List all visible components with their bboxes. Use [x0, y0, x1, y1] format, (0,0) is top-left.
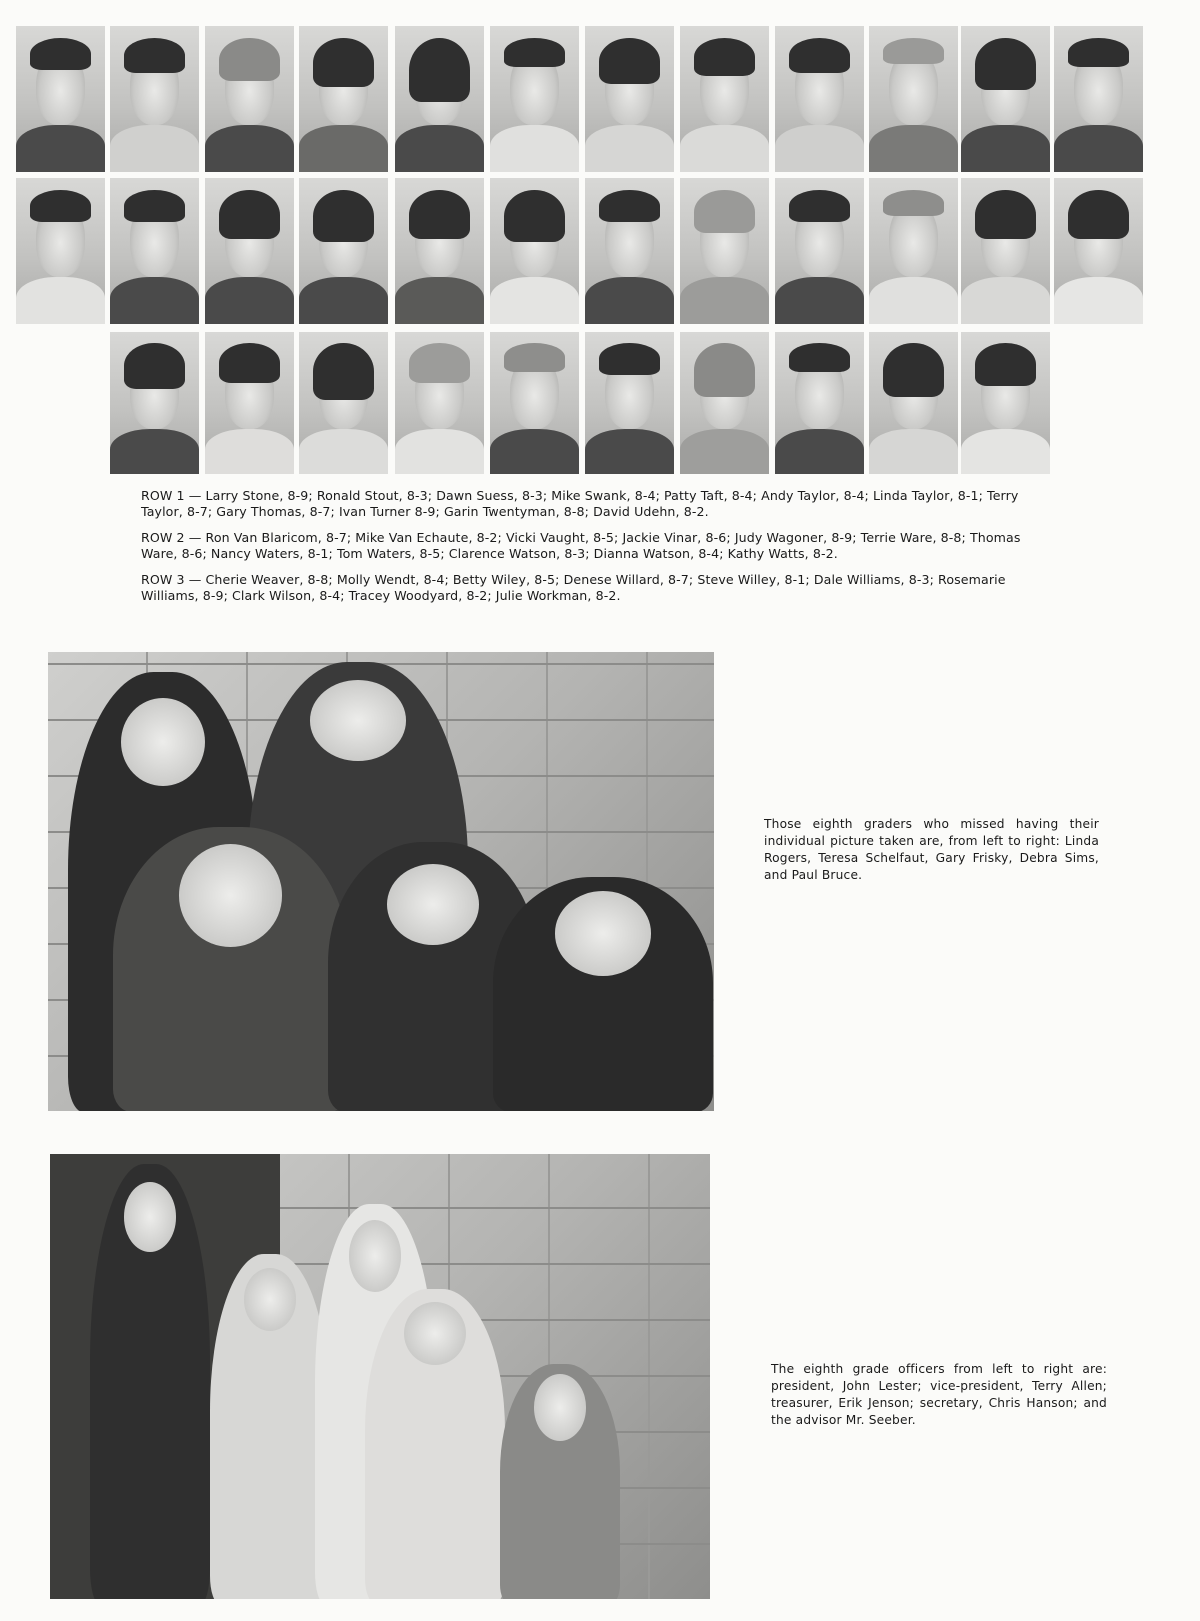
portrait-photo — [110, 26, 199, 172]
portrait-photo — [395, 332, 484, 474]
portrait-photo — [299, 332, 388, 474]
missed-students-photo — [48, 652, 714, 1111]
portrait-photo — [869, 332, 958, 474]
portrait-photo — [205, 332, 294, 474]
portrait-photo — [961, 332, 1050, 474]
missed-students-caption: Those eighth graders who missed having their individual picture taken are, from left to right: Linda Rogers, Teresa Schelfaut, Gary Frisky, Debra Sims, and Paul Bruce. — [764, 817, 1099, 882]
portrait-photo — [110, 178, 199, 324]
student-figure — [113, 827, 348, 1111]
roster-row-3: ROW 3 — Cherie Weaver, 8-8; Molly Wendt, 8-4; Betty Wiley, 8-5; Denese Willard, 8-7; Steve Willey, 8-1; Dale Williams, 8-3; Rosemarie Williams, 8-9; Clark Wilson, 8-4; Tracey Woodyard, 8-2; Julie Workman, 8-2. — [141, 572, 1006, 603]
student-figure — [493, 877, 713, 1111]
officers-photo — [50, 1154, 710, 1599]
roster-row-1: ROW 1 — Larry Stone, 8-9; Ronald Stout, 8-3; Dawn Suess, 8-3; Mike Swank, 8-4; Patty Taft, 8-4; Andy Taylor, 8-4; Linda Taylor, 8-1; Terry Taylor, 8-7; Gary Thomas, 8-7; Ivan Turner 8-9; Garin Twentyman, 8-8; David Udehn, 8-2. — [141, 488, 1019, 519]
portrait-photo — [490, 332, 579, 474]
officer-figure — [365, 1289, 505, 1599]
officers-caption: The eighth grade officers from left to right are: president, John Lester; vice-president, Terry Allen; treasurer, Erik Jenson; secretary, Chris Hanson; and the advisor Mr. Seeber. — [771, 1362, 1107, 1427]
portrait-photo — [585, 26, 674, 172]
portrait-photo — [680, 178, 769, 324]
portrait-photo — [299, 26, 388, 172]
portrait-photo — [490, 26, 579, 172]
portrait-photo — [869, 178, 958, 324]
portrait-photo — [961, 178, 1050, 324]
portrait-photo — [1054, 26, 1143, 172]
portrait-photo — [16, 26, 105, 172]
portrait-photo — [775, 332, 864, 474]
portrait-photo — [110, 332, 199, 474]
portrait-photo — [680, 26, 769, 172]
portrait-grid — [0, 0, 1200, 480]
portrait-photo — [775, 26, 864, 172]
portrait-photo — [205, 26, 294, 172]
roster-row-2: ROW 2 — Ron Van Blaricom, 8-7; Mike Van Echaute, 8-2; Vicki Vaught, 8-5; Jackie Vinar, 8-6; Judy Wagoner, 8-9; Terrie Ware, 8-8; Thomas Ware, 8-6; Nancy Waters, 8-1; Tom Waters, 8-5; Clarence Watson, 8-3; Dianna Watson, 8-4; Kathy Watts, 8-2. — [141, 530, 1021, 561]
officer-figure — [500, 1364, 620, 1599]
portrait-photo — [395, 178, 484, 324]
portrait-photo — [585, 178, 674, 324]
portrait-photo — [585, 332, 674, 474]
officer-figure — [210, 1254, 330, 1599]
portrait-photo — [205, 178, 294, 324]
portrait-photo — [16, 178, 105, 324]
officer-figure — [90, 1164, 210, 1599]
portrait-photo — [869, 26, 958, 172]
portrait-photo — [299, 178, 388, 324]
portrait-photo — [680, 332, 769, 474]
portrait-photo — [961, 26, 1050, 172]
portrait-photo — [395, 26, 484, 172]
roster-caption — [141, 488, 1031, 614]
portrait-photo — [490, 178, 579, 324]
portrait-photo — [1054, 178, 1143, 324]
portrait-photo — [775, 178, 864, 324]
